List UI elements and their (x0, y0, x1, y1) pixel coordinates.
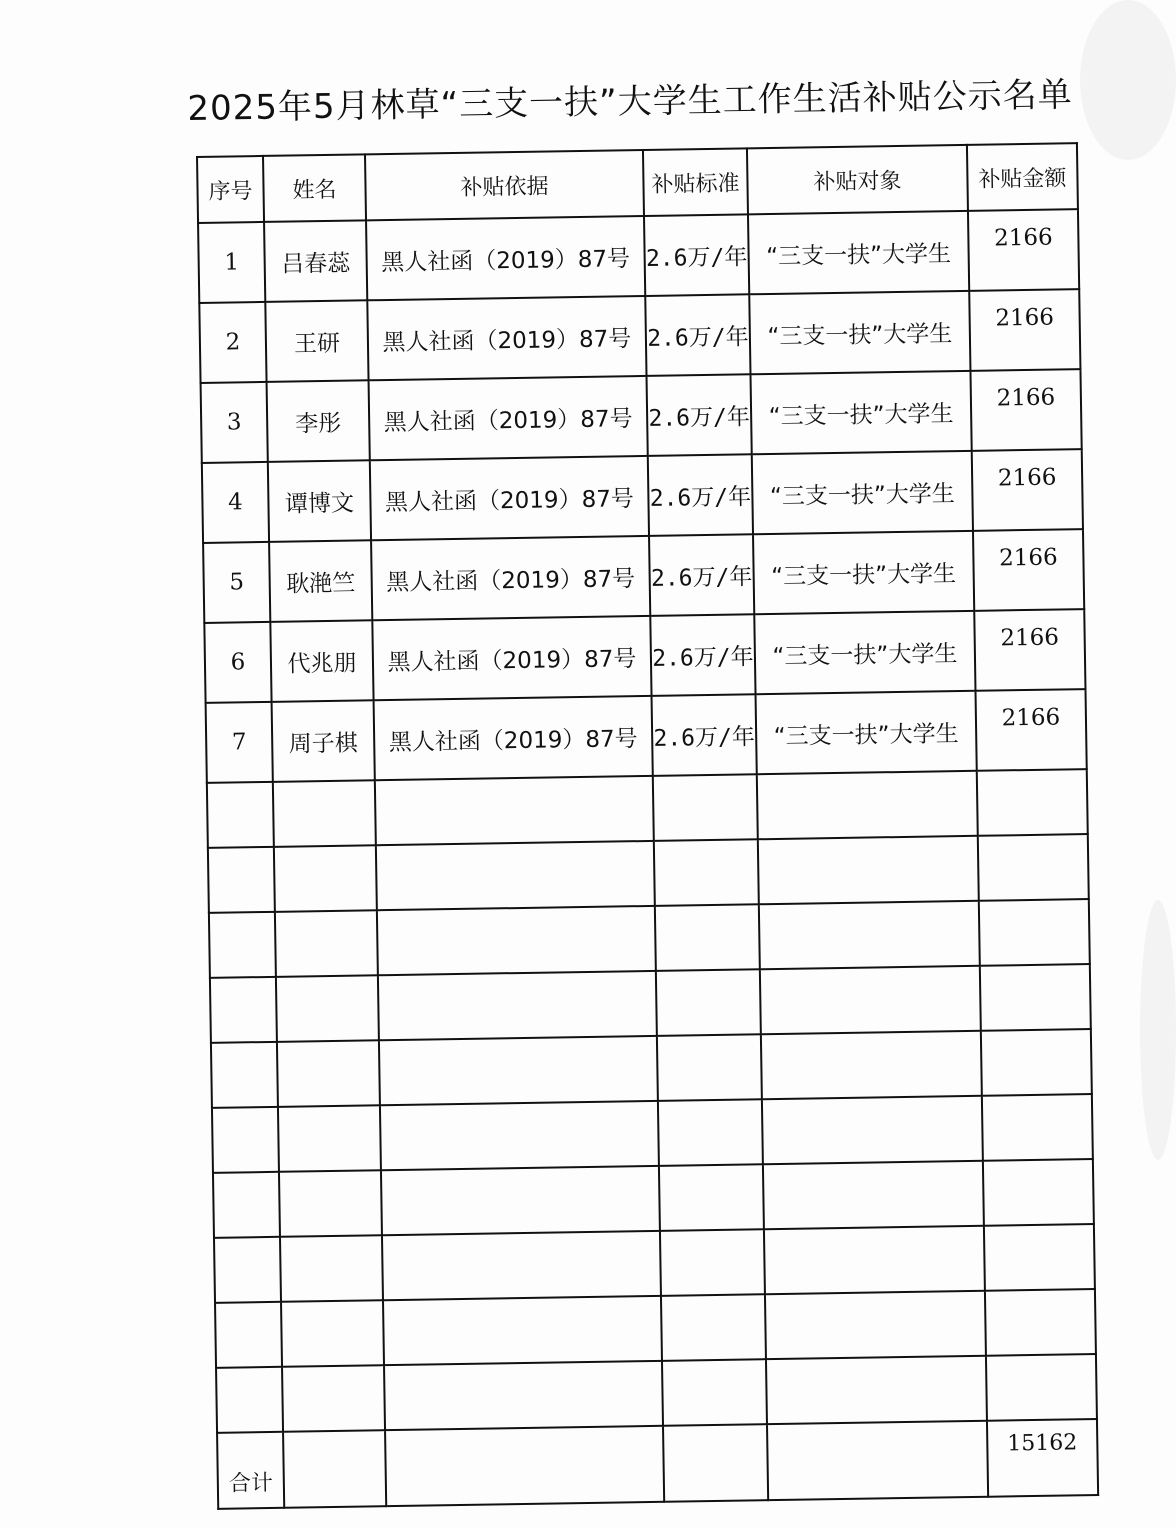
cell-target: “三支一扶”大学生 (756, 691, 977, 774)
header-target: 补贴对象 (747, 145, 968, 214)
subsidy-table (196, 142, 1099, 1510)
cell-basis: 黑人社函（2019）87号 (369, 376, 648, 460)
cell-index: 3 (201, 382, 268, 463)
total-empty-cell (283, 1430, 386, 1508)
header-amount: 补贴金额 (967, 143, 1078, 211)
cell-index: 7 (206, 702, 273, 783)
cell-target: “三支一扶”大学生 (754, 611, 975, 694)
document-title: 2025年5月林草“三支一扶”大学生工作生活补贴公示名单 (187, 75, 1074, 129)
cell-index: 6 (204, 622, 271, 703)
cell-basis: 黑人社函（2019）87号 (374, 696, 653, 780)
cell-amount: 2166 (970, 369, 1081, 451)
total-empty-cell (385, 1426, 664, 1506)
table-row (201, 369, 1082, 463)
cell-standard: 2.6万/年 (647, 374, 752, 456)
header-basis: 补贴依据 (365, 150, 644, 220)
cell-index: 4 (202, 462, 269, 543)
table-row (202, 449, 1083, 543)
table-row (198, 209, 1079, 303)
cell-basis: 黑人社函（2019）87号 (370, 456, 649, 540)
cell-name: 王研 (265, 300, 368, 382)
cell-standard: 2.6万/年 (648, 454, 753, 536)
cell-basis: 黑人社函（2019）87号 (366, 216, 645, 300)
cell-amount: 2166 (974, 609, 1085, 691)
table-row (199, 289, 1080, 383)
cell-name: 吕春蕊 (264, 220, 367, 302)
table-row (204, 609, 1085, 703)
cell-amount: 2166 (972, 449, 1083, 531)
header-index: 序号 (197, 156, 264, 223)
cell-standard: 2.6万/年 (649, 534, 754, 616)
cell-standard: 2.6万/年 (644, 214, 749, 296)
cell-name: 代兆朋 (270, 620, 373, 702)
total-row (217, 1419, 1098, 1509)
header-standard: 补贴标准 (643, 148, 748, 216)
cell-amount: 2166 (969, 289, 1080, 371)
total-amount: 15162 (987, 1419, 1098, 1497)
cell-name: 谭博文 (268, 460, 371, 542)
cell-name: 周子棋 (272, 700, 375, 782)
cell-amount: 2166 (968, 209, 1079, 291)
total-label: 合计 (217, 1432, 284, 1509)
cell-basis: 黑人社函（2019）87号 (371, 536, 650, 620)
subsidy-table-wrapper (196, 142, 1107, 1497)
paper-scuff (1140, 900, 1176, 1160)
cell-index: 5 (203, 542, 270, 623)
cell-target: “三支一扶”大学生 (749, 291, 970, 374)
cell-name: 李彤 (267, 380, 370, 462)
cell-standard: 2.6万/年 (652, 694, 757, 776)
cell-amount: 2166 (973, 529, 1084, 611)
cell-target: “三支一扶”大学生 (752, 451, 973, 534)
cell-standard: 2.6万/年 (650, 614, 755, 696)
cell-target: “三支一扶”大学生 (753, 531, 974, 614)
total-empty-cell (767, 1421, 988, 1500)
cell-index: 1 (198, 222, 265, 303)
cell-target: “三支一扶”大学生 (748, 211, 969, 294)
table-row (206, 689, 1087, 783)
header-name: 姓名 (263, 154, 366, 222)
cell-target: “三支一扶”大学生 (750, 371, 971, 454)
cell-name: 耿滟竺 (269, 540, 372, 622)
total-empty-cell (663, 1424, 768, 1502)
cell-index: 2 (199, 302, 266, 383)
cell-standard: 2.6万/年 (645, 294, 750, 376)
table-row (203, 529, 1084, 623)
cell-amount: 2166 (975, 689, 1086, 771)
cell-basis: 黑人社函（2019）87号 (367, 296, 646, 380)
cell-basis: 黑人社函（2019）87号 (372, 616, 651, 700)
